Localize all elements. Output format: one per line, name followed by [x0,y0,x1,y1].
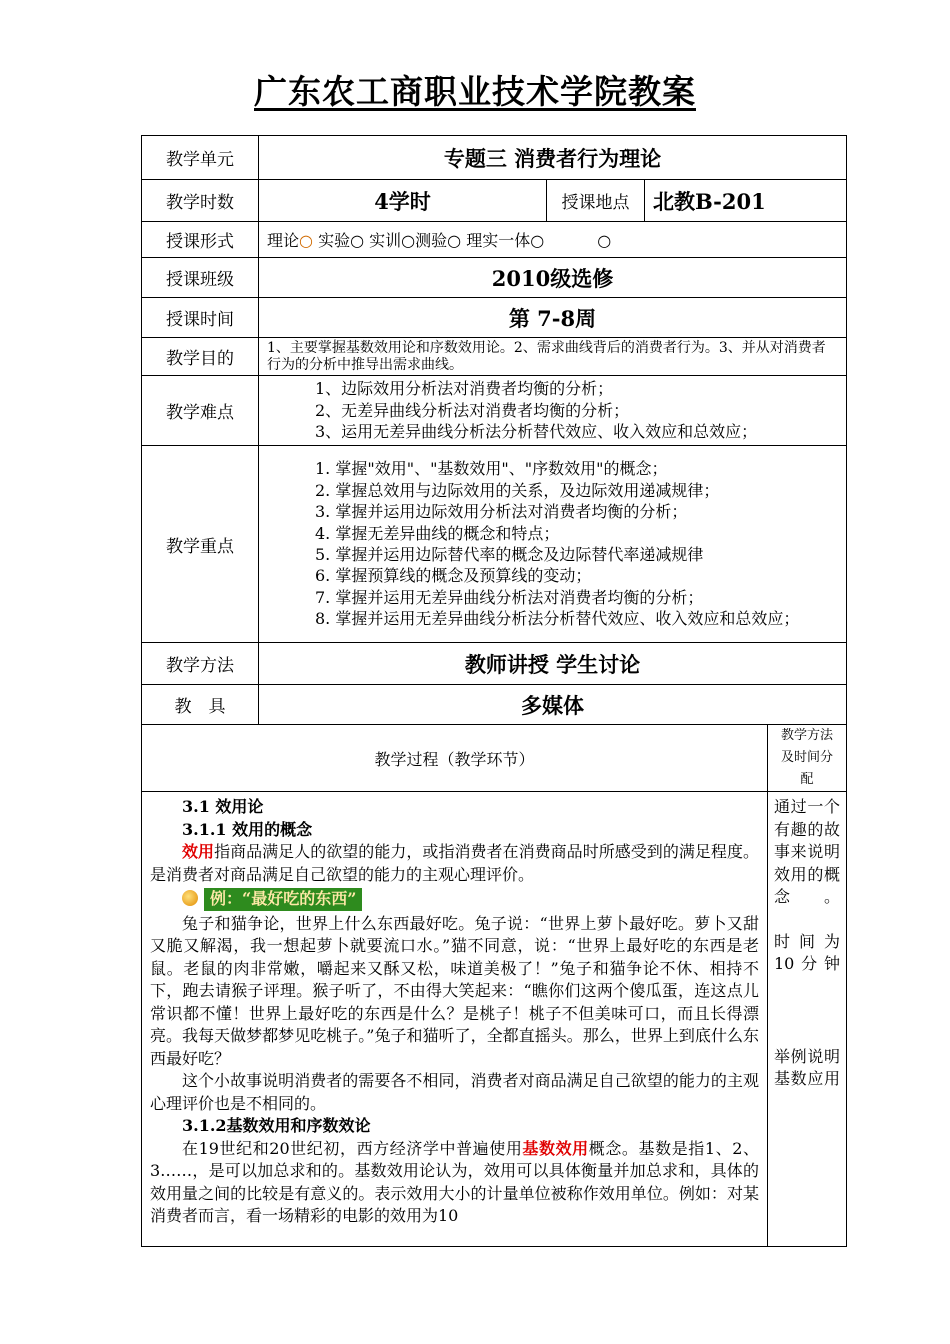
list-item: 8. 掌握并运用无差异曲线分析法分析替代效应、收入效应和总效应； [315,609,800,629]
place-label: 授课地点 [547,180,645,222]
row-unit [142,136,847,180]
list-item: 2. 掌握总效用与边际效用的关系，及边际效用递减规律； [315,480,720,500]
goal-label: 教学目的 [142,338,259,376]
side-note: 举例说明基数应用 [774,1046,840,1088]
unit-label: 教学单元 [142,136,259,180]
page-title: 广东农工商职业技术学院教案 [254,72,696,111]
subsection-heading: 3.1.2基数效用和序数效论 [182,1116,371,1135]
time-label: 授课时间 [142,298,259,338]
cardinal-paragraph: 在19世纪和20世纪初，西方经济学中普遍使用基数效用概念。基数是指1、2、3……，是可以加总求和的。基数效用论认为，效用可以具体衡量并加总求和，具体的效用量之间的比较是有意义的。表示效用大小的计量单位被称作效用单位。例如：对某消费者而言，看一场精彩的电影的效用为10 [150,1138,759,1225]
row-process-header [142,725,847,792]
time-value: 第 7-8周 [259,298,847,338]
process-content [142,792,768,1247]
list-item: 6. 掌握预算线的概念及预算线的变动； [315,566,592,586]
definition-text: 指商品满足人的欲望的能力，或指消费者在消费商品时所感受到的满足程度。是消费者对商品满足自己欲望的能力的主观心理评价。 [150,842,759,884]
key-label: 教学重点 [142,446,259,643]
form-options [259,222,847,258]
example-label: 例：“最好吃的东西” [204,888,362,911]
list-item: 2、无差异曲线分析法对消费者均衡的分析； [315,400,630,420]
row-hours [142,180,847,222]
example-line [150,888,759,911]
form-option-experiment: 实验 [318,231,351,250]
form-option-theory: 理论 [267,231,300,250]
radio-icon: ○ [401,231,416,250]
bulb-icon [182,890,198,906]
difficulty-list [259,376,847,446]
list-item: 3. 掌握并运用边际效用分析法对消费者均衡的分析； [315,502,688,522]
list-item: 1、边际效用分析法对消费者均衡的分析； [315,379,614,399]
process-side-header: 教学方法及时间分配 [768,725,847,792]
cardinal-term: 基数效用 [522,1138,589,1158]
row-process-body [142,792,847,1247]
place-value: 北教B-201 [645,180,847,222]
goal-value: 1、主要掌握基数效用论和序数效用论。2、需求曲线背后的消费者行为。3、并从对消费者行为的分析中推导出需求曲线。 [259,338,847,376]
definition-paragraph [150,841,759,886]
row-difficulty [142,376,847,446]
list-item: 3、运用无差异曲线分析法分析替代效应、收入效应和总效应； [315,422,758,442]
list-item: 1. 掌握"效用"、"基数效用"、"序数效用"的概念； [315,459,668,479]
hours-label: 教学时数 [142,180,259,222]
row-key [142,446,847,643]
method-label: 教学方法 [142,643,259,685]
method-value: 教师讲授 学生讨论 [259,643,847,685]
row-tools [142,685,847,725]
radio-icon: ○ [299,231,313,250]
process-side-notes [768,792,847,1247]
radio-icon: ○ [530,231,545,250]
radio-icon: ○ [447,231,462,250]
side-note: 通过一个有趣的故事来说明效用的概念。 [774,797,840,906]
form-option-practice: 实训 [369,231,402,250]
radio-icon: ○ [350,231,365,250]
story-paragraph: 兔子和猫争论，世界上什么东西最好吃。兔子说：“世界上萝卜最好吃。萝卜又甜又脆又解渴，我一想起萝卜就要流口水。”猫不同意，说：“世界上最好吃的东西是老鼠。老鼠的肉非常嫩，嚼起来又酥又松，味道美极了！”兔子和猫争论不休、相持不下，跑去请猴子评理。猴子听了，不由得大笑起来：“瞧你们这两个傻瓜蛋，连这点儿常识都不懂！世界上最好吃的东西是什么？是桃子！桃子不但美味可口，而且长得漂亮。我每天做梦都梦见吃桃子。”兔子和猫听了，全都直摇头。那么，世界上到底什么东西最好吃？ [150,913,759,1068]
class-label: 授课班级 [142,258,259,298]
key-list [259,446,847,643]
row-class [142,258,847,298]
difficulty-label: 教学难点 [142,376,259,446]
lesson-plan-table [141,135,847,1247]
process-header: 教学过程（教学环节） [142,725,768,792]
tools-value: 多媒体 [259,685,847,725]
row-time [142,298,847,338]
row-method [142,643,847,685]
list-item: 5. 掌握并运用边际替代率的概念及边际替代率递减规律 [315,545,704,564]
form-label: 授课形式 [142,222,259,258]
radio-icon: ○ [597,231,612,250]
list-item: 7. 掌握并运用无差异曲线分析法对消费者均衡的分析； [315,587,704,607]
side-note: 时间为10分钟 [774,931,840,973]
moral-paragraph: 这个小故事说明消费者的需要各不相同，消费者对商品满足自己欲望的能力的主观心理评价也是不相同的。 [150,1071,759,1113]
section-heading: 3.1 效用论 [182,797,264,816]
form-option-integrated: 理实一体 [466,231,531,250]
definition-term: 效用 [182,842,215,861]
row-goal [142,338,847,376]
hours-value: 4学时 [259,180,547,222]
row-form [142,222,847,258]
tools-label: 教 具 [142,685,259,725]
unit-value: 专题三 消费者行为理论 [259,136,847,180]
form-option-test: 测验 [415,231,448,250]
subsection-heading: 3.1.1 效用的概念 [182,819,313,839]
list-item: 4. 掌握无差异曲线的概念和特点； [315,523,560,543]
class-value: 2010级选修 [259,258,847,298]
